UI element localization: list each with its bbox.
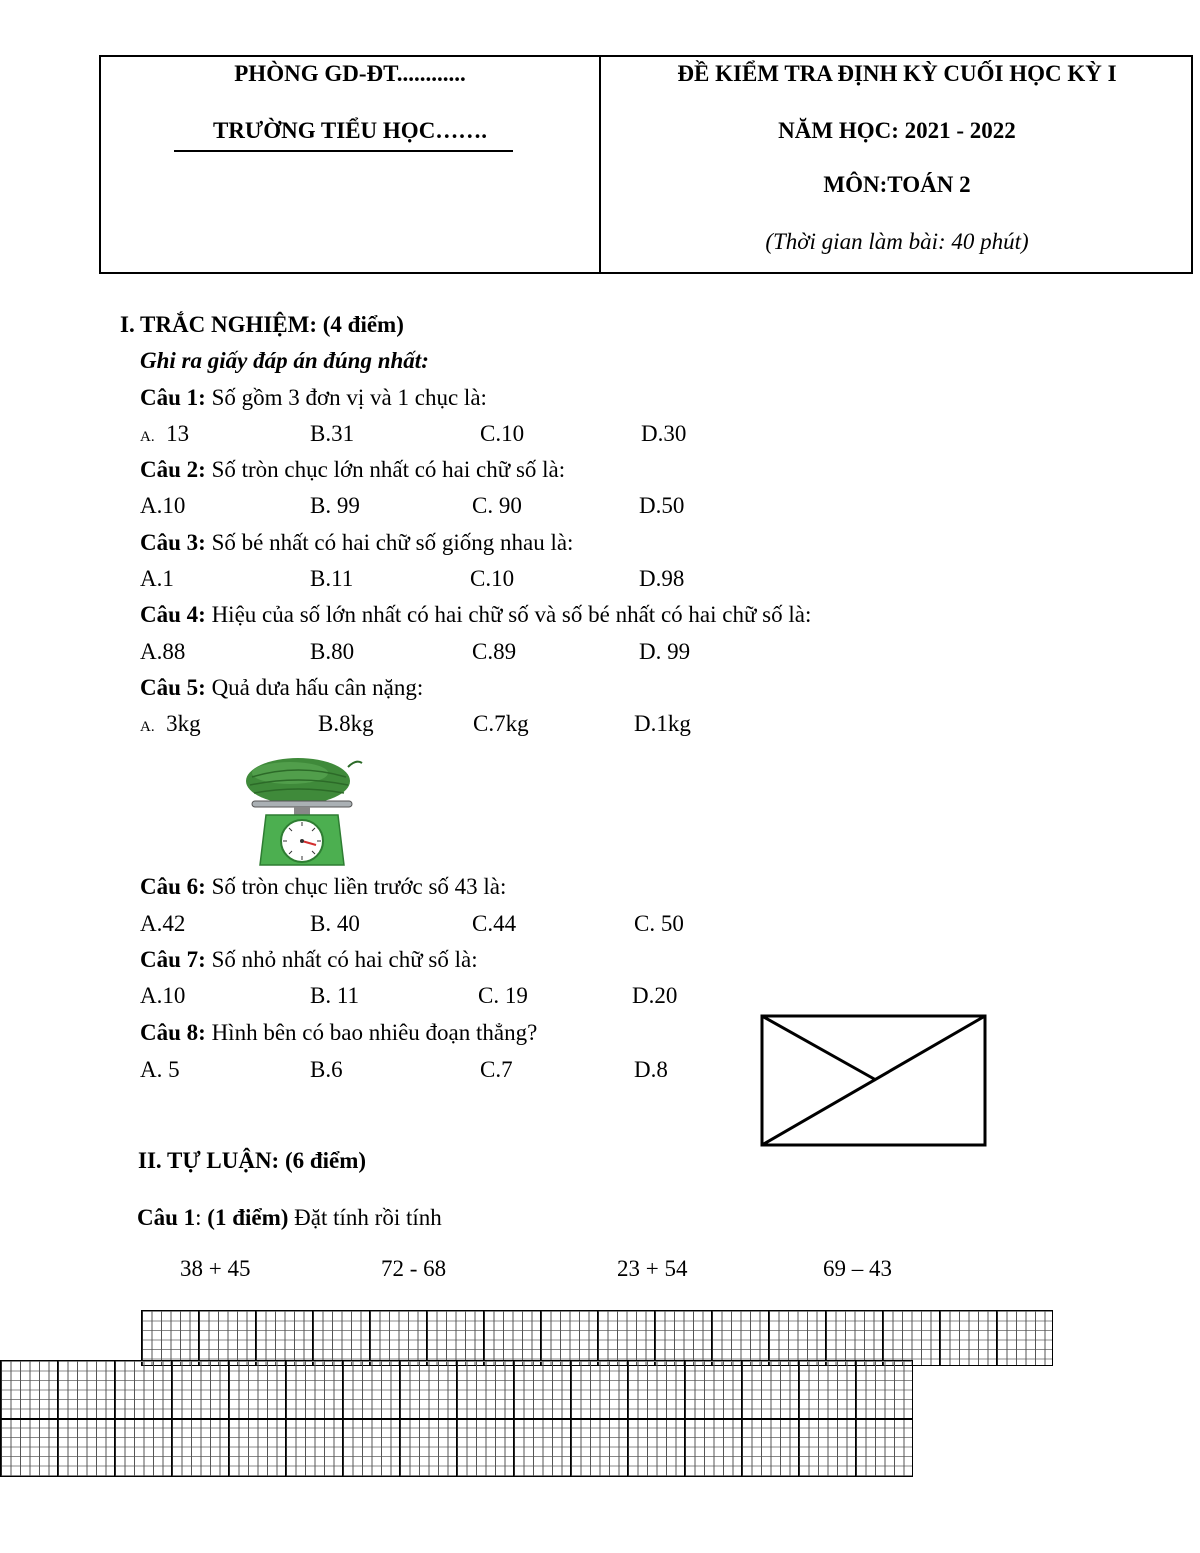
question-label: Câu 3:	[140, 530, 206, 555]
option-d: D.50	[639, 493, 685, 518]
option-a	[140, 421, 189, 450]
expression-4: 69 – 43	[823, 1256, 892, 1281]
option-a: A. 5	[140, 1057, 180, 1082]
question-label: Câu 7:	[140, 947, 206, 972]
question-2	[140, 457, 565, 483]
question-label: Câu 6:	[140, 874, 206, 899]
option-d: D.8	[634, 1057, 668, 1082]
option-b: B.31	[310, 421, 355, 446]
option-a: A.10	[140, 983, 186, 1008]
watermelon-scale-image	[240, 755, 370, 867]
part2-title: II. TỰ LUẬN: (6 điểm)	[138, 1148, 367, 1173]
question-4	[140, 602, 811, 628]
answer-grid-1	[141, 1310, 1053, 1366]
question-1	[140, 385, 487, 411]
question-text: Số tròn chục liền trước số 43 là:	[205, 874, 507, 899]
option-b: B.11	[310, 566, 354, 591]
option-d: C. 50	[634, 911, 684, 936]
option-b: B.8kg	[318, 711, 374, 736]
option-c: C. 90	[472, 493, 522, 518]
option-b: B. 11	[310, 983, 359, 1008]
part1-title: I. TRẮC NGHIỆM: (4 điểm)	[120, 312, 404, 337]
question-text: Hiệu của số lớn nhất có hai chữ số và số bé nhất có hai chữ số là:	[205, 602, 812, 627]
option-a: A.1	[140, 566, 174, 591]
option-letter: A.	[140, 719, 155, 735]
option-c: C.7	[480, 1057, 513, 1082]
question-text: Số bé nhất có hai chữ số giống nhau là:	[205, 530, 574, 555]
figure-segment	[762, 1016, 876, 1080]
question-text: Số gồm 3 đơn vị và 1 chục là:	[205, 385, 487, 410]
expression-2: 72 - 68	[381, 1256, 447, 1281]
school-name: TRƯỜNG TIỂU HỌC…….	[212, 118, 488, 143]
question-text: Hình bên có bao nhiêu đoạn thẳng?	[205, 1020, 538, 1045]
scale-pan	[252, 801, 352, 807]
option-d: D.1kg	[634, 711, 691, 736]
duration: (Thời gian làm bài: 40 phút)	[765, 229, 1029, 254]
option-c: C.44	[472, 911, 517, 936]
answer-grid-2-divider	[0, 1418, 913, 1420]
expression-1: 38 + 45	[180, 1256, 251, 1281]
question-label: Câu 5:	[140, 675, 206, 700]
question-5	[140, 675, 423, 701]
question-label: Câu 1	[137, 1205, 196, 1230]
segment-figure	[758, 1012, 990, 1150]
question-text: Đặt tính rồi tính	[288, 1205, 442, 1230]
option-letter: A.	[140, 429, 155, 445]
option-d: D.98	[639, 566, 685, 591]
question-6	[140, 874, 506, 900]
question-label: Câu 4:	[140, 602, 206, 627]
question-8	[140, 1020, 537, 1046]
option-a: A.88	[140, 639, 186, 664]
subject: MÔN:TOÁN 2	[823, 172, 971, 197]
question-label: Câu 1:	[140, 385, 206, 410]
option-a	[140, 711, 201, 740]
option-c: C. 19	[478, 983, 528, 1008]
option-b: B. 40	[310, 911, 360, 936]
exam-title: ĐỀ KIỂM TRA ĐỊNH KỲ CUỐI HỌC KỲ I	[677, 61, 1117, 86]
question-text: Quả dưa hấu cân nặng:	[205, 675, 424, 700]
question-label: Câu 2:	[140, 457, 206, 482]
part2-question-1	[137, 1205, 442, 1231]
question-points: (1 điểm)	[207, 1205, 289, 1230]
option-b: B.80	[310, 639, 355, 664]
option-c: C.10	[480, 421, 525, 446]
question-3	[140, 530, 573, 556]
option-b: B. 99	[310, 493, 360, 518]
department-name: PHÒNG GD-ĐT............	[234, 61, 466, 86]
option-a: A.42	[140, 911, 186, 936]
option-c: C.89	[472, 639, 517, 664]
part1-instruction: Ghi ra giấy đáp án đúng nhất:	[140, 348, 429, 373]
question-7	[140, 947, 478, 973]
option-c: C.7kg	[473, 711, 529, 736]
school-year: NĂM HỌC: 2021 - 2022	[778, 118, 1016, 143]
option-a: A.10	[140, 493, 186, 518]
option-value: 3kg	[166, 711, 201, 736]
expression-3: 23 + 54	[617, 1256, 688, 1281]
option-value: 13	[166, 421, 190, 446]
option-d: D. 99	[639, 639, 691, 664]
question-label: Câu 8:	[140, 1020, 206, 1045]
school-underline	[174, 150, 513, 152]
question-colon: :	[195, 1205, 208, 1230]
option-d: D.20	[632, 983, 678, 1008]
option-b: B.6	[310, 1057, 343, 1082]
question-text: Số nhỏ nhất có hai chữ số là:	[205, 947, 478, 972]
option-d: D.30	[641, 421, 687, 446]
question-text: Số tròn chục lớn nhất có hai chữ số là:	[205, 457, 566, 482]
option-c: C.10	[470, 566, 515, 591]
